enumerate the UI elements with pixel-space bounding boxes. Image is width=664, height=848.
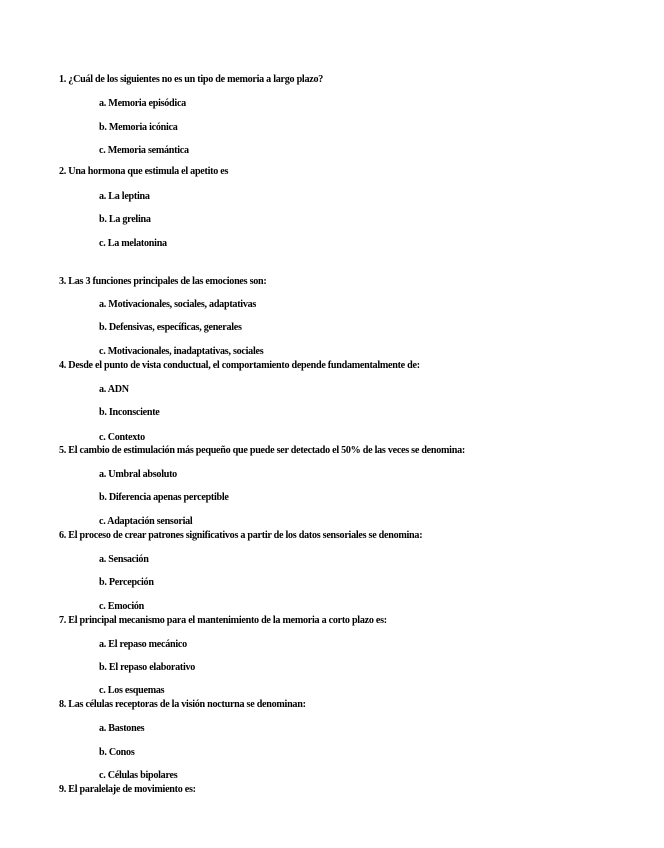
question-6-option-a: a. Sensación xyxy=(99,553,149,565)
question-7: 7. El principal mecanismo para el mantenimiento de la memoria a corto plazo es: xyxy=(59,614,387,626)
question-2: 2. Una hormona que estimula el apetito es xyxy=(59,165,229,177)
question-8: 8. Las células receptoras de la visión nocturna se denominan: xyxy=(59,698,306,710)
question-7-option-c: c. Los esquemas xyxy=(99,684,165,696)
question-6: 6. El proceso de crear patrones significativos a partir de los datos sensoriales se denomina: xyxy=(59,529,423,541)
question-3-option-c: c. Motivacionales, inadaptativas, sociales xyxy=(99,345,264,357)
question-7-option-b: b. El repaso elaborativo xyxy=(99,661,196,673)
question-3-option-a: a. Motivacionales, sociales, adaptativas xyxy=(99,298,257,310)
question-1-option-b: b. Memoria icónica xyxy=(99,121,178,133)
question-1-option-c: c. Memoria semántica xyxy=(99,144,189,156)
question-2-option-b: b. La grelina xyxy=(99,213,151,225)
question-9: 9. El paralelaje de movimiento es: xyxy=(59,783,196,795)
question-4-option-b: b. Inconsciente xyxy=(99,406,160,418)
question-3-option-b: b. Defensivas, específicas, generales xyxy=(99,321,242,333)
question-1: 1. ¿Cuál de los siguientes no es un tipo de memoria a largo plazo? xyxy=(59,73,324,85)
question-4-option-a: a. ADN xyxy=(99,383,129,395)
question-6-option-b: b. Percepción xyxy=(99,576,154,588)
question-3: 3. Las 3 funciones principales de las emociones son: xyxy=(59,275,267,287)
question-5-option-a: a. Umbral absoluto xyxy=(99,468,177,480)
question-8-option-a: a. Bastones xyxy=(99,722,145,734)
question-6-option-c: c. Emoción xyxy=(99,600,145,612)
question-2-option-a: a. La leptina xyxy=(99,190,150,202)
question-2-option-c: c. La melatonina xyxy=(99,237,167,249)
question-8-option-c: c. Células bipolares xyxy=(99,769,178,781)
question-7-option-a: a. El repaso mecánico xyxy=(99,638,187,650)
question-5-option-c: c. Adaptación sensorial xyxy=(99,515,193,527)
question-8-option-b: b. Conos xyxy=(99,746,135,758)
question-5-option-b: b. Diferencia apenas perceptible xyxy=(99,491,229,503)
question-1-option-a: a. Memoria episódica xyxy=(99,97,186,109)
question-5: 5. El cambio de estimulación más pequeño que puede ser detectado el 50% de las veces se denomina: xyxy=(59,444,465,456)
question-4: 4. Desde el punto de vista conductual, el comportamiento depende fundamentalmente de: xyxy=(59,359,420,371)
question-4-option-c: c. Contexto xyxy=(99,431,145,443)
